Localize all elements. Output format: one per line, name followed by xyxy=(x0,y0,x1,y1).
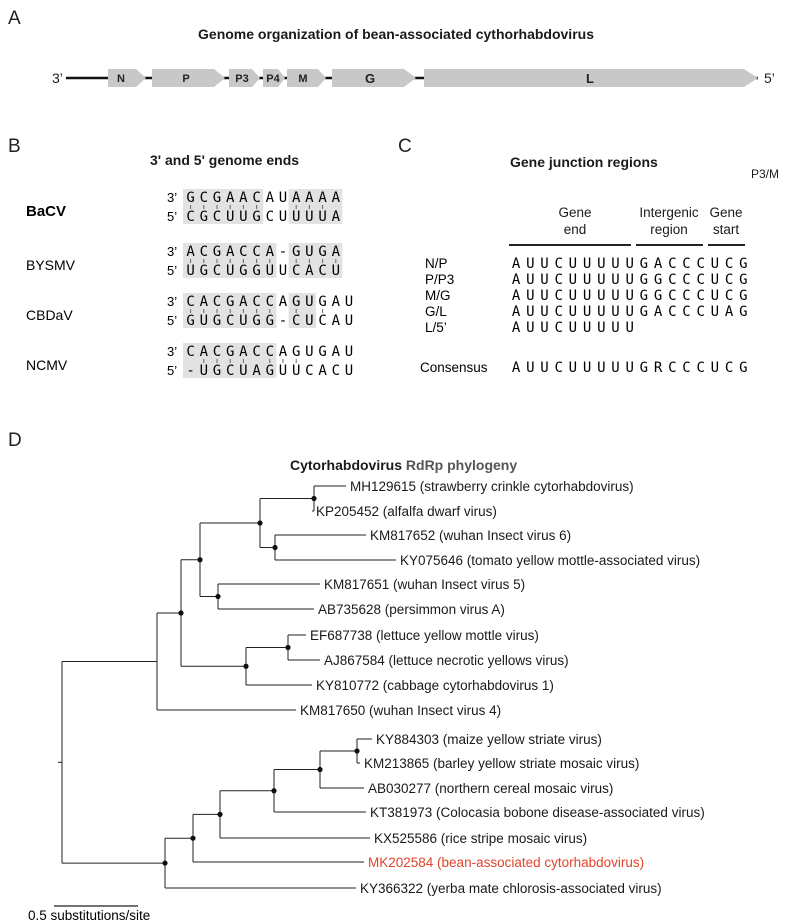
junction-label: M/G xyxy=(425,288,451,303)
header-underlines xyxy=(505,242,755,248)
base-top: C xyxy=(265,294,275,310)
base-bottom: U xyxy=(305,209,314,225)
tree-node xyxy=(257,520,262,525)
base-top: A xyxy=(278,344,288,360)
consensus-base: C xyxy=(668,360,677,376)
junction-base: C xyxy=(554,304,563,320)
taxon-label: EF687738 (lettuce yellow mottle virus) xyxy=(310,628,539,643)
base-bottom: U xyxy=(239,313,248,329)
junction-base: U xyxy=(526,272,535,288)
base-top: A xyxy=(199,344,209,360)
junction-base: A xyxy=(724,304,734,320)
base-bottom: C xyxy=(212,209,222,225)
junction-base: A xyxy=(511,288,521,304)
base-bottom: U xyxy=(331,263,341,279)
base-bottom: - xyxy=(186,363,195,379)
tree-node xyxy=(311,496,316,501)
virus-label: BYSMV xyxy=(26,257,76,273)
base-bottom: U xyxy=(278,209,288,225)
base-top: G xyxy=(212,244,222,260)
junction-base: U xyxy=(582,272,592,288)
junction-base: C xyxy=(696,272,705,288)
gene-label-l: L xyxy=(586,71,594,86)
three-prime-mark: 3’ xyxy=(167,294,178,309)
junction-base: U xyxy=(625,320,634,336)
junction-base: C xyxy=(724,256,734,272)
base-bottom: G xyxy=(199,263,209,279)
junction-base: A xyxy=(511,304,521,320)
base-top: C xyxy=(239,244,248,260)
base-top: A xyxy=(305,190,314,206)
base-top: C xyxy=(252,244,261,260)
junction-base: U xyxy=(568,304,578,320)
taxon-label: KP205452 (alfalfa dwarf virus) xyxy=(316,504,497,519)
base-top: A xyxy=(199,294,209,310)
base-bottom: C xyxy=(225,313,235,329)
junction-base: C xyxy=(554,288,563,304)
base-bottom: U xyxy=(344,313,354,329)
junction-base: U xyxy=(540,288,549,304)
base-bottom: A xyxy=(252,363,261,379)
taxon-label: KX525586 (rice stripe mosaic virus) xyxy=(374,831,588,846)
tree-node xyxy=(190,836,195,841)
junction-base: A xyxy=(511,272,521,288)
panel-d-title-genus: Cytorhabdovirus xyxy=(290,457,403,473)
base-bottom: A xyxy=(305,263,314,279)
junction-base: C xyxy=(696,304,705,320)
junction-base: U xyxy=(597,320,606,336)
tree-node xyxy=(178,610,183,615)
junction-base: A xyxy=(653,256,663,272)
junction-base: U xyxy=(526,288,535,304)
virus-label: BaCV xyxy=(26,203,67,220)
base-bottom: C xyxy=(291,313,301,329)
base-top: G xyxy=(318,244,327,260)
base-top: A xyxy=(331,244,341,260)
base-bottom: U xyxy=(305,313,314,329)
panel-b-title: 3' and 5' genome ends xyxy=(150,152,300,168)
base-top: G xyxy=(291,344,301,360)
panel-d-title-rest: RdRp phylogeny xyxy=(402,457,518,473)
base-top: U xyxy=(344,344,354,360)
base-top: U xyxy=(305,244,314,260)
base-bottom: G xyxy=(252,313,261,329)
three-prime-mark: 3’ xyxy=(167,190,178,205)
junction-base: A xyxy=(653,304,663,320)
base-top: C xyxy=(252,344,261,360)
gene-arrow-n xyxy=(108,69,146,87)
taxon-label: KY884303 (maize yellow striate virus) xyxy=(376,732,602,747)
tree-node xyxy=(354,748,359,753)
junction-base: U xyxy=(540,304,549,320)
taxon-label: MH129615 (strawberry crinkle cytorhabdovirus) xyxy=(350,479,634,494)
gene-label-p3: P3 xyxy=(235,73,249,85)
base-bottom: G xyxy=(265,363,275,379)
taxon-label: AB735628 (persimmon virus A) xyxy=(318,602,505,617)
base-bottom: U xyxy=(225,263,235,279)
base-bottom: G xyxy=(212,313,222,329)
base-bottom: G xyxy=(239,263,248,279)
base-top: C xyxy=(212,294,222,310)
junction-base: U xyxy=(710,272,720,288)
consensus-base: U xyxy=(611,360,620,376)
base-bottom: U xyxy=(291,363,301,379)
base-top: C xyxy=(265,344,275,360)
junction-base: U xyxy=(611,288,620,304)
base-bottom: C xyxy=(225,363,235,379)
junction-base: U xyxy=(597,256,606,272)
tree-node xyxy=(285,645,290,650)
junction-base: U xyxy=(526,320,535,336)
base-bottom: U xyxy=(344,363,354,379)
taxon-label: AB030277 (northern cereal mosaic virus) xyxy=(368,781,614,796)
panel-b-letter: B xyxy=(8,136,21,157)
three-prime-mark: 3’ xyxy=(167,344,178,359)
base-bottom: U xyxy=(239,363,248,379)
taxon-label: KM817651 (wuhan Insect virus 5) xyxy=(324,577,526,592)
base-bottom: U xyxy=(239,209,248,225)
consensus-base: U xyxy=(526,360,535,376)
base-top: A xyxy=(278,294,288,310)
genome-map xyxy=(0,52,792,104)
base-bottom: U xyxy=(199,313,209,329)
consensus-base: G xyxy=(739,360,748,376)
base-bottom: G xyxy=(199,209,209,225)
base-top: C xyxy=(199,190,209,206)
junction-base: C xyxy=(554,272,563,288)
junction-base: C xyxy=(682,272,691,288)
three-prime-mark: 3’ xyxy=(167,244,178,259)
base-bottom: U xyxy=(278,363,288,379)
junction-base: U xyxy=(625,272,634,288)
base-top: A xyxy=(239,344,248,360)
base-bottom: C xyxy=(318,313,327,329)
base-bottom: - xyxy=(278,313,288,329)
tree-node xyxy=(217,812,222,817)
consensus-base: U xyxy=(582,360,592,376)
junction-base: G xyxy=(739,272,748,288)
header-intergenic-region: Intergenic region xyxy=(639,205,699,237)
base-bottom: C xyxy=(331,363,341,379)
consensus-base: U xyxy=(540,360,549,376)
base-top: A xyxy=(331,190,341,206)
tree-node xyxy=(243,664,248,669)
base-bottom: G xyxy=(252,263,261,279)
base-bottom: U xyxy=(291,209,301,225)
virus-label: CBDaV xyxy=(26,307,73,323)
junction-base: U xyxy=(526,304,535,320)
junction-base: U xyxy=(568,256,578,272)
junction-base: C xyxy=(668,272,677,288)
consensus-base: C xyxy=(696,360,705,376)
base-top: A xyxy=(186,244,195,260)
taxon-label: KM817650 (wuhan Insect virus 4) xyxy=(300,703,502,718)
junction-label: L/5’ xyxy=(425,320,447,335)
base-bottom: U xyxy=(265,263,275,279)
virus-label: NCMV xyxy=(26,357,68,373)
taxon-label: KM817652 (wuhan Insect virus 6) xyxy=(370,528,572,543)
five-prime-mark: 5’ xyxy=(167,313,178,328)
taxon-label: KT381973 (Colocasia bobone disease-associated virus) xyxy=(370,805,705,820)
junction-label: G/L xyxy=(425,304,447,319)
header-gene-start: Gene start xyxy=(709,205,743,237)
header-gene-end: Gene end xyxy=(558,205,592,237)
consensus-base: U xyxy=(568,360,578,376)
junction-base: C xyxy=(668,288,677,304)
base-top: G xyxy=(186,190,195,206)
junction-base: U xyxy=(611,304,620,320)
junction-base: G xyxy=(653,272,663,288)
base-top: U xyxy=(344,294,354,310)
base-top: U xyxy=(305,294,314,310)
junction-base: U xyxy=(582,320,592,336)
base-top: C xyxy=(186,344,195,360)
junction-base: U xyxy=(582,288,592,304)
taxon-label: KY075646 (tomato yellow mottle-associated virus) xyxy=(400,553,701,568)
gene-label-p: P xyxy=(182,73,190,85)
consensus-base: R xyxy=(653,360,663,376)
base-bottom: G xyxy=(212,363,222,379)
tree-node xyxy=(162,860,167,865)
phylogenetic-tree xyxy=(0,470,792,922)
base-top: C xyxy=(252,294,261,310)
junction-base: C xyxy=(682,288,691,304)
base-top: C xyxy=(186,294,195,310)
junction-base: C xyxy=(668,304,677,320)
junction-base: U xyxy=(625,256,634,272)
consensus-base: U xyxy=(625,360,634,376)
five-prime-mark: 5’ xyxy=(167,209,178,224)
base-bottom: U xyxy=(278,263,288,279)
taxon-label: KM213865 (barley yellow striate mosaic virus) xyxy=(364,756,640,771)
junction-base: U xyxy=(710,288,720,304)
taxon-label: KY810772 (cabbage cytorhabdovirus 1) xyxy=(316,678,554,693)
base-bottom: A xyxy=(331,313,341,329)
conserved-region-shading xyxy=(183,189,263,224)
junction-base: C xyxy=(682,256,691,272)
junction-base: G xyxy=(739,304,748,320)
base-top: G xyxy=(291,244,301,260)
junction-base: U xyxy=(540,320,549,336)
taxon-label: AJ867584 (lettuce necrotic yellows virus) xyxy=(324,653,569,668)
base-top: G xyxy=(318,294,327,310)
junction-base: C xyxy=(696,256,705,272)
base-bottom: G xyxy=(252,209,261,225)
tree-node xyxy=(271,788,276,793)
base-bottom: U xyxy=(318,209,327,225)
junction-base: A xyxy=(511,256,521,272)
base-top: C xyxy=(199,244,209,260)
tree-node xyxy=(197,557,202,562)
base-bottom: G xyxy=(186,313,195,329)
gene-label-g: G xyxy=(364,71,376,86)
junction-base: U xyxy=(597,288,606,304)
base-top: G xyxy=(225,344,235,360)
base-top: G xyxy=(212,190,222,206)
tree-node xyxy=(317,767,322,772)
base-top: G xyxy=(291,294,301,310)
base-top: C xyxy=(252,190,261,206)
base-bottom: U xyxy=(186,263,195,279)
junction-base: U xyxy=(568,272,578,288)
base-top: U xyxy=(305,344,314,360)
junction-base: U xyxy=(710,256,720,272)
junction-base: U xyxy=(582,304,592,320)
base-bottom: C xyxy=(186,209,195,225)
base-top: C xyxy=(212,344,222,360)
junction-base: U xyxy=(611,272,620,288)
base-top: A xyxy=(291,190,301,206)
junction-base: U xyxy=(625,304,634,320)
base-top: A xyxy=(265,244,275,260)
junction-alignment xyxy=(420,250,792,380)
base-top: A xyxy=(239,294,248,310)
base-bottom: A xyxy=(331,209,341,225)
panel-c-title: Gene junction regions xyxy=(510,154,658,170)
panel-d-letter: D xyxy=(8,430,22,451)
tree-node xyxy=(215,594,220,599)
base-top: G xyxy=(318,344,327,360)
junction-label: N/P xyxy=(425,256,448,271)
panel-c-letter: C xyxy=(398,136,412,157)
base-top: A xyxy=(318,190,327,206)
base-top: A xyxy=(239,190,248,206)
junction-base: U xyxy=(625,288,634,304)
base-bottom: C xyxy=(291,263,301,279)
junction-base: G xyxy=(639,288,649,304)
genome-3prime-label: 3’ xyxy=(52,70,63,86)
junction-base: U xyxy=(597,272,606,288)
consensus-base: U xyxy=(710,360,720,376)
panel-c-corner-label: P3/M xyxy=(751,167,780,181)
base-top: - xyxy=(278,244,288,260)
genome-5prime-label: 5’ xyxy=(764,70,775,86)
taxon-label: KY366322 (yerba mate chlorosis-associated virus) xyxy=(360,881,662,896)
junction-base: U xyxy=(568,320,578,336)
junction-base: U xyxy=(582,256,592,272)
junction-base: G xyxy=(639,304,649,320)
consensus-base: U xyxy=(597,360,606,376)
base-bottom: C xyxy=(305,363,314,379)
base-bottom: C xyxy=(212,263,222,279)
junction-base: C xyxy=(554,320,563,336)
junction-base: C xyxy=(668,256,677,272)
consensus-base: C xyxy=(682,360,691,376)
junction-base: G xyxy=(653,288,663,304)
consensus-base: C xyxy=(724,360,734,376)
consensus-base: C xyxy=(554,360,563,376)
junction-base: G xyxy=(639,256,649,272)
panel-a-title: Genome organization of bean-associated cythorhabdovirus xyxy=(198,26,594,42)
junction-base: U xyxy=(540,272,549,288)
junction-base: U xyxy=(540,256,549,272)
base-top: A xyxy=(331,344,341,360)
base-top: G xyxy=(225,294,235,310)
base-bottom: U xyxy=(199,363,209,379)
genome-ends-alignment xyxy=(0,180,400,410)
tree-node xyxy=(272,545,277,550)
junction-base: G xyxy=(739,288,748,304)
base-top: A xyxy=(331,294,341,310)
five-prime-mark: 5’ xyxy=(167,363,178,378)
five-prime-mark: 5’ xyxy=(167,263,178,278)
junction-base: C xyxy=(682,304,691,320)
base-bottom: G xyxy=(265,313,275,329)
consensus-base: A xyxy=(511,360,521,376)
base-top: A xyxy=(225,190,235,206)
junction-base: C xyxy=(696,288,705,304)
scale-bar-label: 0.5 substitutions/site xyxy=(28,908,151,922)
junction-base: U xyxy=(611,320,620,336)
base-top: U xyxy=(278,190,288,206)
base-bottom: C xyxy=(318,263,327,279)
junction-base: U xyxy=(597,304,606,320)
gene-label-m: M xyxy=(298,73,308,85)
junction-base: C xyxy=(724,272,734,288)
base-bottom: C xyxy=(265,209,275,225)
base-bottom: A xyxy=(318,363,327,379)
base-top: A xyxy=(225,244,235,260)
taxon-label-highlight: MK202584 (bean-associated cytorhabdovirus) xyxy=(368,855,645,870)
junction-base: G xyxy=(739,256,748,272)
junction-base: U xyxy=(568,288,578,304)
base-bottom: U xyxy=(225,209,235,225)
junction-base: C xyxy=(724,288,734,304)
junction-base: A xyxy=(511,320,521,336)
gene-label-n: N xyxy=(117,73,125,85)
junction-base: C xyxy=(554,256,563,272)
junction-label: P/P3 xyxy=(425,272,455,287)
consensus-label: Consensus xyxy=(420,360,488,375)
base-top: A xyxy=(265,190,275,206)
junction-base: U xyxy=(611,256,620,272)
gene-label-p4: P4 xyxy=(266,73,280,85)
panel-a-letter: A xyxy=(8,8,21,29)
junction-base: U xyxy=(526,256,535,272)
junction-base: U xyxy=(710,304,720,320)
consensus-base: G xyxy=(639,360,649,376)
junction-base: G xyxy=(639,272,649,288)
